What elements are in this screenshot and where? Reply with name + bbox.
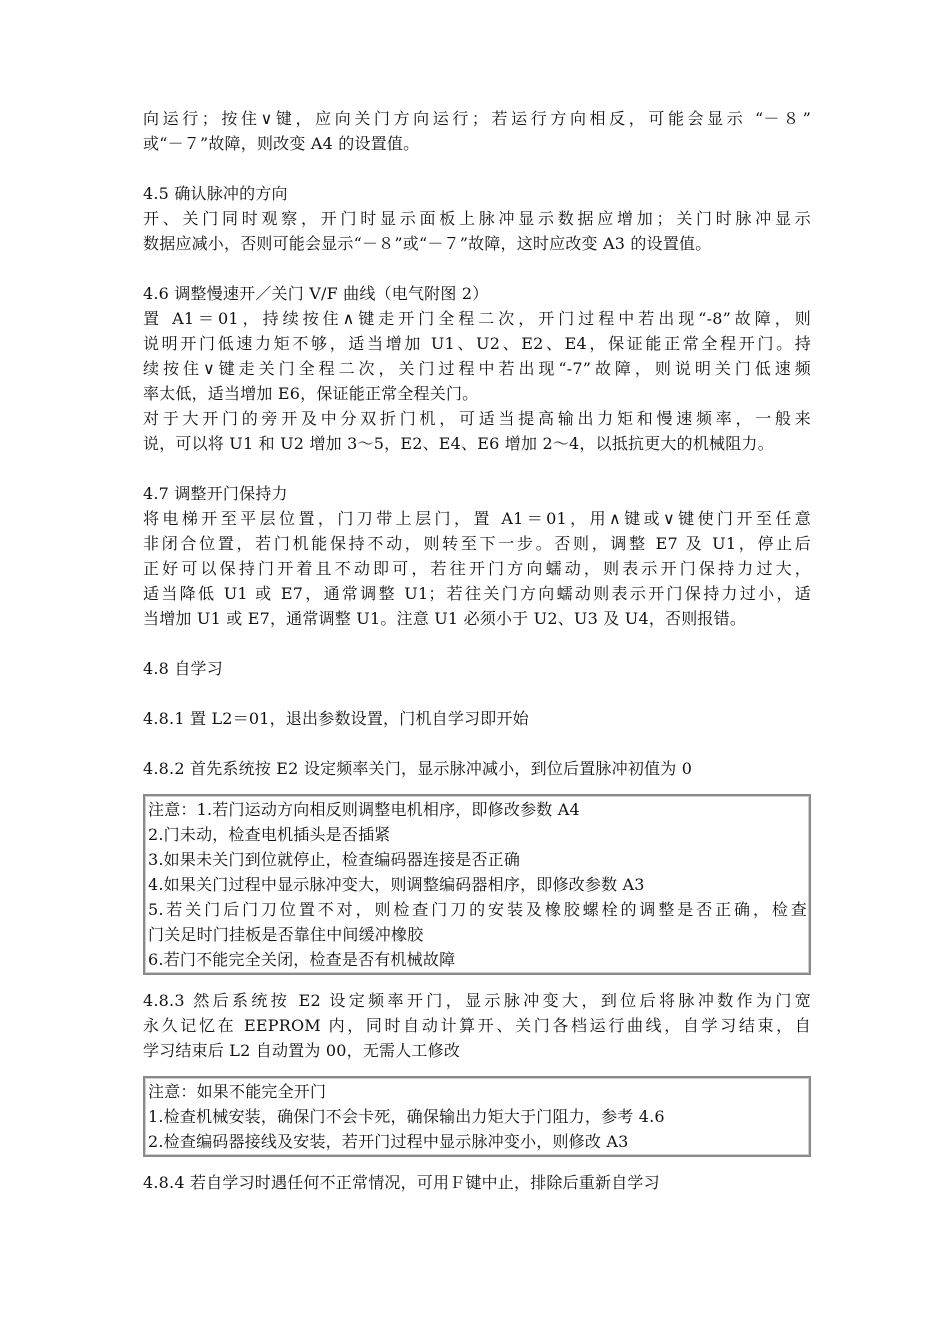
section-heading-4-7: 4.7 调整开门保持力 xyxy=(143,484,288,503)
text-line: 率太低，适当增加 E6，保证能正常全程关门。 xyxy=(143,384,479,403)
note-line: 1.检查机械安装，确保门不会卡死，确保输出力矩大于门阻力，参考 4.6 xyxy=(148,1107,665,1126)
text-line: 对于大开门的旁开及中分双折门机，可适当提高输出力矩和慢速频率，一般来 xyxy=(143,409,811,428)
section-heading-4-6: 4.6 调整慢速开／关门 V/F 曲线（电气附图 2） xyxy=(143,284,489,303)
text-line: 当增加 U1 或 E7，通常调整 U1。注意 U1 必须小于 U2、U3 及 U4，否则报错。 xyxy=(143,609,747,628)
note-line: 门关足时门挂板是否靠住中间缓冲橡胶 xyxy=(148,925,424,944)
spacer xyxy=(143,256,811,281)
subsection-4-8-1: 4.8.1 置 L2＝01，退出参数设置，门机自学习即开始 xyxy=(143,709,529,728)
text-line: 正好可以保持门开着且不动即可，若往开门方向蠕动，则表示开门保持力过大， xyxy=(143,559,811,578)
text-line: 适当降低 U1 或 E7，通常调整 U1；若往关门方向蠕动则表示开门保持力过小，适 xyxy=(143,584,811,603)
text-line: 置 A1＝01，持续按住∧键走开门全程二次，开门过程中若出现“-8”故障，则 xyxy=(143,309,811,328)
spacer xyxy=(143,681,811,706)
section-heading-4-5: 4.5 确认脉冲的方向 xyxy=(143,184,288,203)
spacer xyxy=(143,781,811,794)
note-line: 注意：如果不能完全开门 xyxy=(148,1082,327,1101)
subsection-4-8-2: 4.8.2 首先系统按 E2 设定频率关门，显示脉冲减小，到位后置脉冲初值为 0 xyxy=(143,759,693,778)
spacer xyxy=(143,156,811,181)
text-line: 向运行；按住∨键，应向关门方向运行；若运行方向相反，可能会显示 “－８” xyxy=(143,109,811,128)
note-line: 2.门未动，检查电机插头是否插紧 xyxy=(148,825,391,844)
note-line: 3.如果未关门到位就停止，检查编码器连接是否正确 xyxy=(148,850,521,869)
note-line: 注意：1.若门运动方向相反则调整电机相序，即修改参数 A4 xyxy=(148,800,580,819)
text-line: 将电梯开至平层位置，门刀带上层门，置 A1＝01，用∧键或∨键使门开至任意 xyxy=(143,509,811,528)
section-heading-4-8: 4.8 自学习 xyxy=(143,659,223,678)
text-line: 非闭合位置，若门机能保持不动，则转至下一步。否则，调整 E7 及 U1，停止后 xyxy=(143,534,811,553)
note-line: 6.若门不能完全关闭，检查是否有机械故障 xyxy=(148,950,456,969)
note-line: 4.如果关门过程中显示脉冲变大，则调整编码器相序，即修改参数 A3 xyxy=(148,875,645,894)
text-line: 数据应减小，否则可能会显示“－８”或“－７”故障，这时应改变 A3 的设置值。 xyxy=(143,234,712,253)
text-line: 说，可以将 U1 和 U2 增加 3～5，E2、E4、E6 增加 2～4，以抵抗更大的机械阻力。 xyxy=(143,434,774,453)
note-line: 5.若关门后门刀位置不对，则检查门刀的安装及橡胶螺栓的调整是否正确，检查 xyxy=(148,900,807,919)
subsection-4-8-4: 4.8.4 若自学习时遇任何不正常情况，可用Ｆ键中止，排除后重新自学习 xyxy=(143,1173,660,1192)
text-line: 续按住∨键走关门全程二次，关门过程中若出现“-7”故障，则说明关门低速频 xyxy=(143,359,811,378)
text-line: 说明开门低速力矩不够，适当增加 U1、U2、E2、E4，保证能正常全程开门。持 xyxy=(143,334,811,353)
subsection-4-8-3: 4.8.3 然后系统按 E2 设定频率开门，显示脉冲变大，到位后将脉冲数作为门宽 xyxy=(143,991,811,1010)
text-line: 开、关门同时观察，开门时显示面板上脉冲显示数据应增加；关门时脉冲显示 xyxy=(143,209,811,228)
text-line: 永久记忆在 EEPROM 内，同时自动计算开、关门各档运行曲线，自学习结束，自 xyxy=(143,1016,811,1035)
spacer xyxy=(143,1157,811,1170)
spacer xyxy=(143,731,811,756)
note-line: 2.检查编码器接线及安装，若开门过程中显示脉冲变小，则修改 A3 xyxy=(148,1132,629,1151)
spacer xyxy=(143,1063,811,1076)
note-box-opening xyxy=(143,1076,811,1157)
document-page xyxy=(143,106,811,1195)
spacer xyxy=(143,456,811,481)
text-line: 或“－７”故障，则改变 A4 的设置值。 xyxy=(143,134,420,153)
spacer xyxy=(143,975,811,988)
spacer xyxy=(143,631,811,656)
note-box-closing xyxy=(143,794,811,975)
text-line: 学习结束后 L2 自动置为 00，无需人工修改 xyxy=(143,1041,461,1060)
